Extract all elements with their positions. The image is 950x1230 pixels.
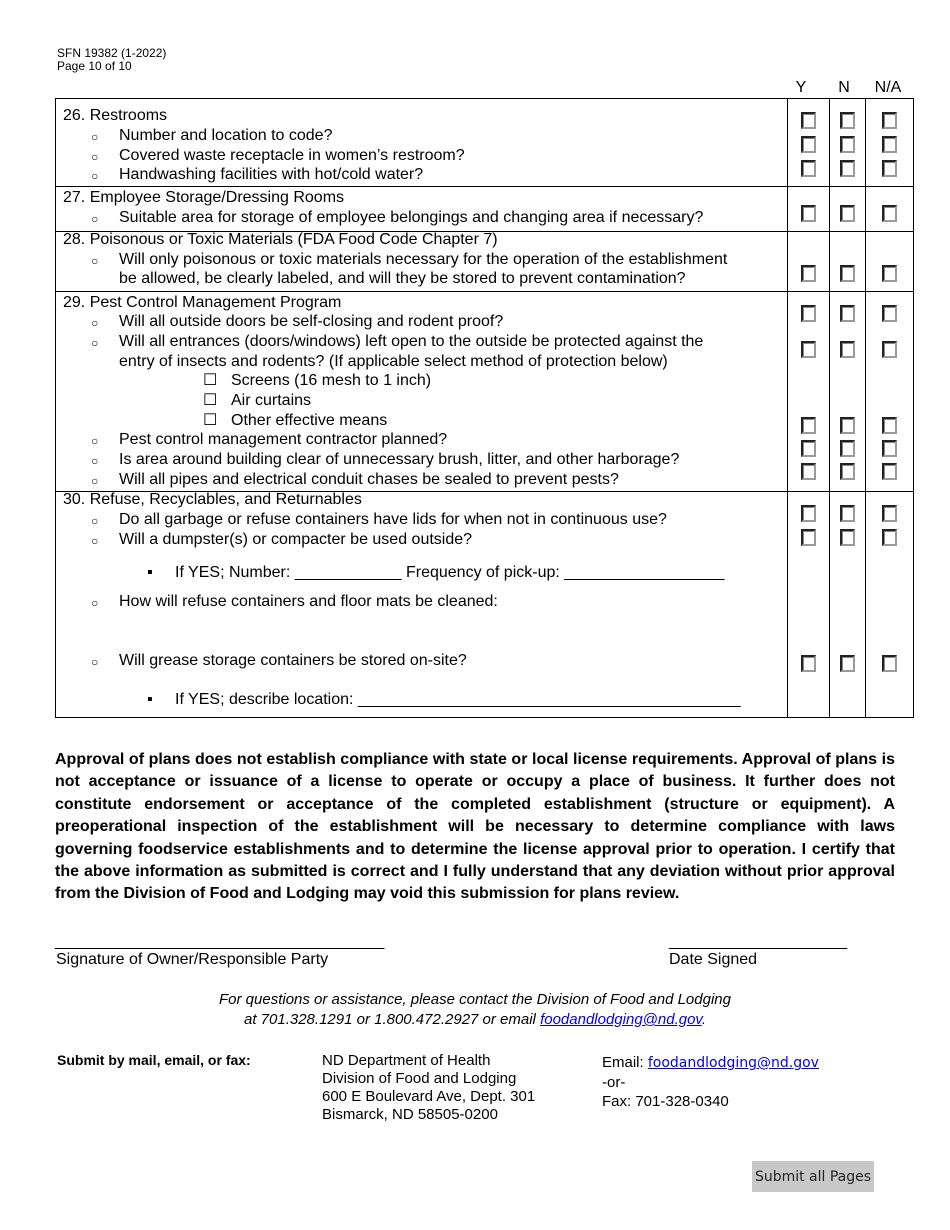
circle-bullet-icon: ○ [91,534,99,548]
question-item-cont: be allowed, be clearly labeled, and will they be stored to prevent contamination? [119,270,686,287]
question-item: Do all garbage or refuse containers have lids for when not in continuous use? [119,511,667,528]
divider [829,98,830,718]
method-air-curtains-checkbox[interactable]: ☐ [203,392,218,409]
circle-bullet-icon: ○ [91,514,99,528]
circle-bullet-icon: ○ [91,454,99,468]
or-text: -or- [602,1074,626,1091]
question-item: Will all entrances (doors/windows) left open to the outside be protected against the [119,333,704,350]
checkbox-na[interactable] [882,160,897,177]
circle-bullet-icon: ○ [91,474,99,488]
question-30-title: 30. Refuse, Recyclables, and Returnables [63,491,362,508]
circle-bullet-icon: ○ [91,212,99,226]
divider [787,291,914,292]
address-line: Bismarck, ND 58505-0200 [322,1106,498,1123]
checkbox-no[interactable] [840,417,855,434]
method-label: Other effective means [231,412,388,429]
form-number: SFN 19382 (1-2022) [57,46,167,60]
signature-label: Signature of Owner/Responsible Party [56,951,329,968]
circle-bullet-icon: ○ [91,336,99,350]
question-item: Covered waste receptacle in women’s restroom? [119,147,465,164]
email-label: Email: [602,1054,648,1071]
grease-location-field[interactable]: If YES; describe location: ___________________________________________ [175,691,741,708]
question-26-title: 26. Restrooms [63,107,168,124]
contact-period: . [701,1011,706,1028]
checkbox-yes[interactable] [801,265,816,282]
circle-bullet-icon: ○ [91,169,99,183]
divider [55,291,788,292]
question-item: Handwashing facilities with hot/cold water? [119,166,424,183]
checkbox-na[interactable] [882,463,897,480]
question-item-cont: entry of insects and rodents? (If applicable select method of protection below) [119,353,668,370]
method-label: Screens (16 mesh to 1 inch) [231,372,432,389]
question-item: How will refuse containers and floor mats be cleaned: [119,593,498,610]
question-item: Suitable area for storage of employee belongings and changing area if necessary? [119,209,704,226]
checkbox-na[interactable] [882,440,897,457]
address-line: ND Department of Health [322,1052,491,1069]
column-na: N/A [874,79,902,96]
checkbox-na[interactable] [882,655,897,672]
address-line: Division of Food and Lodging [322,1070,517,1087]
submit-email-link[interactable]: foodandlodging@nd.gov [647,1055,819,1071]
checkbox-no[interactable] [840,655,855,672]
checkbox-yes[interactable] [801,160,816,177]
question-item: Will a dumpster(s) or compacter be used outside? [119,531,473,548]
circle-bullet-icon: ○ [91,150,99,164]
checkbox-no[interactable] [840,265,855,282]
checkbox-yes[interactable] [801,341,816,358]
checkbox-na[interactable] [882,265,897,282]
checkbox-no[interactable] [840,305,855,322]
contact-line-1: For questions or assistance, please contact the Division of Food and Lodging [219,991,731,1008]
checkbox-no[interactable] [840,112,855,129]
checkbox-na[interactable] [882,505,897,522]
circle-bullet-icon: ○ [91,596,99,610]
date-label: Date Signed [669,951,758,968]
divider [787,186,914,187]
checkbox-yes[interactable] [801,655,816,672]
page-number: Page 10 of 10 [57,59,132,73]
submit-label: Submit by mail, email, or fax: [57,1052,251,1068]
checkbox-na[interactable] [882,136,897,153]
method-label: Air curtains [231,392,312,409]
divider [787,98,788,718]
checkbox-na[interactable] [882,341,897,358]
checkbox-yes[interactable] [801,112,816,129]
checkbox-no[interactable] [840,341,855,358]
checkbox-yes[interactable] [801,529,816,546]
question-item: Number and location to code? [119,127,333,144]
submit-all-pages-button[interactable]: Submit all Pages [752,1161,874,1192]
circle-bullet-icon: ○ [91,316,99,330]
checkbox-yes[interactable] [801,417,816,434]
checkbox-yes[interactable] [801,205,816,222]
checkbox-no[interactable] [840,505,855,522]
contact-email-link[interactable]: foodandlodging@nd.gov [540,1011,702,1028]
checkbox-yes[interactable] [801,440,816,457]
checkbox-na[interactable] [882,205,897,222]
mailing-address [322,1052,535,1124]
method-other-checkbox[interactable]: ☐ [203,412,218,429]
contact-line-2 [0,1010,950,1030]
checkbox-no[interactable] [840,440,855,457]
signature-line[interactable]: _____________________________________ [55,933,385,950]
checkbox-yes[interactable] [801,463,816,480]
checkbox-yes[interactable] [801,505,816,522]
address-line: 600 E Boulevard Ave, Dept. 301 [322,1088,536,1105]
question-item: Will all pipes and electrical conduit chases be sealed to prevent pests? [119,471,619,488]
checkbox-yes[interactable] [801,305,816,322]
checkbox-no[interactable] [840,205,855,222]
circle-bullet-icon: ○ [91,655,99,669]
divider [55,186,788,187]
disclaimer: Approval of plans does not establish compliance with state or local license requirements. Approval of plans is not acceptance or issuance of a license to operate or occupy a place of business. It further does not constitute endorsement or acceptance of the completed establishment (structure or equipment). A preoperational inspection of the establishment will be necessary to determine compliance with laws governing foodservice establishments and to determine the license approval prior to operation. I certify that the above information as submitted is correct and I fully understand that any deviation without prior approval from the Division of Food and Lodging may void this submission for plans review. [55,751,895,903]
checkbox-na[interactable] [882,305,897,322]
dumpster-details-field[interactable]: If YES; Number: ____________ Frequency of pick-up: __________________ [175,564,725,581]
email-fax [602,1053,819,1111]
question-27-title: 27. Employee Storage/Dressing Rooms [63,189,345,206]
square-bullet-icon: ▪ [147,691,153,708]
column-yes: Y [795,79,807,96]
checkbox-no[interactable] [840,463,855,480]
checkbox-yes[interactable] [801,136,816,153]
question-item: Will only poisonous or toxic materials necessary for the operation of the establishment [119,251,728,268]
checkbox-na[interactable] [882,529,897,546]
date-line[interactable]: ____________________ [669,933,847,950]
question-item: Will all outside doors be self-closing and rodent proof? [119,313,504,330]
fax-number: Fax: 701-328-0340 [602,1093,729,1110]
circle-bullet-icon: ○ [91,130,99,144]
question-28-title: 28. Poisonous or Toxic Materials (FDA Food Code Chapter 7) [63,231,498,248]
question-item: Will grease storage containers be stored on-site? [119,652,467,669]
divider [865,98,866,718]
circle-bullet-icon: ○ [91,434,99,448]
method-screens-checkbox[interactable]: ☐ [203,372,218,389]
question-29-title: 29. Pest Control Management Program [63,294,342,311]
square-bullet-icon: ▪ [147,564,153,581]
divider [787,491,914,492]
checkbox-na[interactable] [882,112,897,129]
column-no: N [838,79,850,96]
divider [787,231,914,232]
checkbox-na[interactable] [882,417,897,434]
question-item: Pest control management contractor planned? [119,431,448,448]
checkbox-no[interactable] [840,529,855,546]
contact-phones: at 701.328.1291 or 1.800.472.2927 or email [244,1011,541,1028]
checkbox-no[interactable] [840,160,855,177]
question-item: Is area around building clear of unnecessary brush, litter, and other harborage? [119,451,680,468]
checkbox-no[interactable] [840,136,855,153]
circle-bullet-icon: ○ [91,254,99,268]
